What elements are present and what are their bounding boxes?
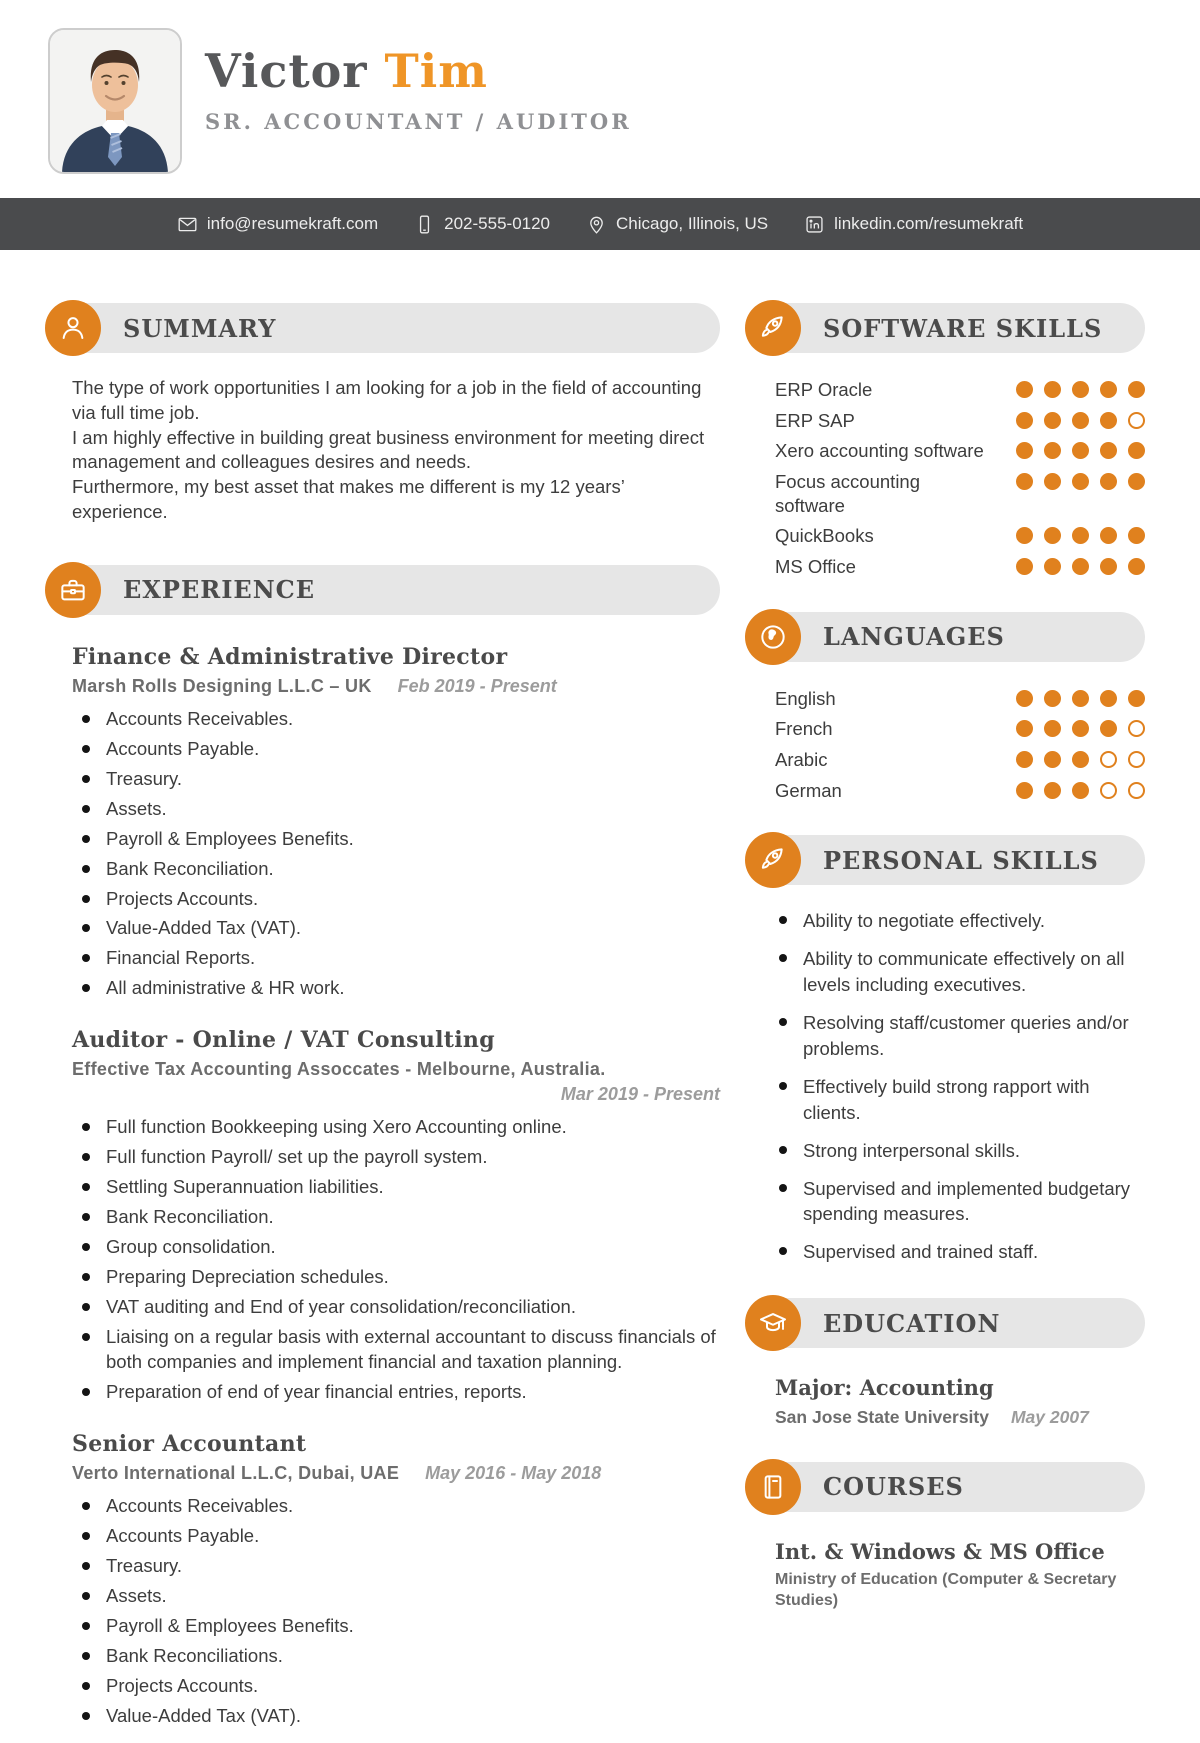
software-skills-list xyxy=(745,376,1145,579)
job-title: Auditor - Online / VAT Consulting xyxy=(72,1027,495,1054)
experience-pill xyxy=(57,565,720,615)
rating-dot-filled xyxy=(1044,690,1061,707)
job-bullet: Assets. xyxy=(80,1584,720,1609)
skill-name: MS Office xyxy=(775,556,856,578)
job-bullet: Value-Added Tax (VAT). xyxy=(80,1704,720,1729)
job-company: Verto International L.L.C, Dubai, UAE xyxy=(72,1463,400,1484)
skill-rating xyxy=(1016,527,1145,544)
software-skills-section-header xyxy=(745,300,1145,356)
profile-photo xyxy=(48,28,182,174)
skill-row xyxy=(775,470,1145,517)
rating-dot-filled xyxy=(1016,690,1033,707)
experience-heading: EXPERIENCE xyxy=(123,575,316,605)
job-bullet-list xyxy=(72,707,720,1002)
contact-phone[interactable] xyxy=(414,214,550,235)
right-column xyxy=(745,300,1145,1743)
rating-dot-filled xyxy=(1128,381,1145,398)
personal-skill-bullet: Strong interpersonal skills. xyxy=(777,1138,1145,1164)
personal-skill-bullet: Supervised and trained staff. xyxy=(777,1239,1145,1265)
job-dates: Mar 2019 - Present xyxy=(560,1084,720,1105)
rating-dot-filled xyxy=(1016,442,1033,459)
language-name: English xyxy=(775,687,836,709)
skill-name: ERP Oracle xyxy=(775,379,873,400)
job-bullet: Preparation of end of year financial entries, reports. xyxy=(80,1380,720,1405)
education-dates: May 2007 xyxy=(1010,1407,1089,1428)
job-title: Senior Accountant xyxy=(72,1431,307,1458)
language-name: German xyxy=(775,779,842,801)
left-column xyxy=(45,300,720,1743)
rating-dot-filled xyxy=(1044,782,1061,799)
personal-skills-section-header xyxy=(745,832,1145,888)
contact-location-text: Chicago, Illinois, US xyxy=(616,214,769,233)
education-school: San Jose State University xyxy=(775,1407,989,1428)
experience-section-header xyxy=(45,562,720,618)
job-meta xyxy=(72,1059,720,1105)
language-rating xyxy=(1016,751,1145,768)
globe-icon xyxy=(745,609,801,665)
job-bullet: VAT auditing and End of year consolidation/reconciliation. xyxy=(80,1295,720,1320)
linkedin-icon xyxy=(804,214,825,235)
rating-dot-filled xyxy=(1100,381,1117,398)
contact-email[interactable] xyxy=(177,214,378,235)
job-bullet: Full function Payroll/ set up the payroll system. xyxy=(80,1145,720,1170)
job-bullet: Preparing Depreciation schedules. xyxy=(80,1265,720,1290)
course-entry xyxy=(745,1539,1145,1612)
job-bullet: Value-Added Tax (VAT). xyxy=(80,916,720,941)
job-bullet: Accounts Receivables. xyxy=(80,707,720,732)
job-bullet: Financial Reports. xyxy=(80,946,720,971)
rating-dot-filled xyxy=(1016,412,1033,429)
rating-dot-filled xyxy=(1044,720,1061,737)
job-bullet: Projects Accounts. xyxy=(80,887,720,912)
personal-skill-bullet: Ability to negotiate effectively. xyxy=(777,908,1145,934)
software-skills-pill xyxy=(757,303,1145,353)
personal-skill-bullet: Effectively build strong rapport with clients. xyxy=(777,1074,1145,1126)
languages-heading: LANGUAGES xyxy=(823,622,1005,652)
job-bullet: Full function Bookkeeping using Xero Accounting online. xyxy=(80,1115,720,1140)
job-company: Marsh Rolls Designing L.L.C – UK xyxy=(72,675,372,696)
rating-dot-filled xyxy=(1016,720,1033,737)
rating-dot-empty xyxy=(1128,782,1145,799)
personal-skill-bullet: Supervised and implemented budgetary spending measures. xyxy=(777,1176,1145,1228)
skill-rating xyxy=(1016,412,1145,429)
job-bullet: Payroll & Employees Benefits. xyxy=(80,827,720,852)
software-skills-heading: SOFTWARE SKILLS xyxy=(823,313,1103,343)
skill-rating xyxy=(1016,558,1145,575)
job-dates: Feb 2019 - Present xyxy=(397,675,557,696)
last-name: Tim xyxy=(384,44,488,98)
job-bullet: Bank Reconciliation. xyxy=(80,1205,720,1230)
language-rating xyxy=(1016,720,1145,737)
rating-dot-filled xyxy=(1100,473,1117,490)
candidate-name xyxy=(205,46,632,97)
candidate-job-title: SR. ACCOUNTANT / AUDITOR xyxy=(205,108,632,134)
rating-dot-filled xyxy=(1072,690,1089,707)
rating-dot-filled xyxy=(1100,558,1117,575)
language-row xyxy=(775,779,1145,803)
language-rating xyxy=(1016,690,1145,707)
location-pin-icon xyxy=(586,214,607,235)
briefcase-icon xyxy=(45,562,101,618)
name-block xyxy=(205,46,632,134)
rating-dot-filled xyxy=(1072,412,1089,429)
job-bullet: Liaising on a regular basis with external accountant to discuss financials of both companies and implement financial and taxation planning. xyxy=(80,1325,720,1375)
header xyxy=(0,0,1200,198)
job-bullet: Settling Superannuation liabilities. xyxy=(80,1175,720,1200)
personal-skills-heading: PERSONAL SKILLS xyxy=(823,845,1099,875)
language-name: Arabic xyxy=(775,749,828,771)
rating-dot-filled xyxy=(1072,381,1089,398)
summary-section-header xyxy=(45,300,720,356)
rating-dot-filled xyxy=(1044,527,1061,544)
summary-pill xyxy=(57,303,720,353)
rating-dot-filled xyxy=(1044,412,1061,429)
languages-list xyxy=(745,685,1145,803)
rating-dot-empty xyxy=(1100,782,1117,799)
phone-icon xyxy=(414,214,435,235)
job-bullet: Accounts Receivables. xyxy=(80,1494,720,1519)
profile-photo-image xyxy=(50,30,180,172)
rating-dot-filled xyxy=(1100,412,1117,429)
rating-dot-filled xyxy=(1072,558,1089,575)
education-entry xyxy=(745,1375,1145,1429)
rating-dot-filled xyxy=(1016,473,1033,490)
job-meta xyxy=(72,676,720,697)
course-provider: Ministry of Education (Computer & Secretary Studies) xyxy=(775,1570,1117,1609)
language-rating xyxy=(1016,782,1145,799)
rating-dot-filled xyxy=(1044,558,1061,575)
personal-skills-pill xyxy=(757,835,1145,885)
rating-dot-filled xyxy=(1072,782,1089,799)
contact-phone-text: 202-555-0120 xyxy=(444,214,551,233)
course-title: Int. & Windows & MS Office xyxy=(775,1538,1105,1564)
job-meta xyxy=(72,1463,720,1484)
skill-rating xyxy=(1016,381,1145,398)
education-degree: Major: Accounting xyxy=(775,1375,994,1401)
personal-skill-bullet: Resolving staff/customer queries and/or problems. xyxy=(777,1010,1145,1062)
summary-heading: SUMMARY xyxy=(123,313,277,343)
job-entry xyxy=(45,1431,720,1729)
skill-rating xyxy=(1016,442,1145,459)
education-meta xyxy=(775,1406,1145,1429)
personal-skills-list xyxy=(745,908,1145,1265)
contact-linkedin-text: linkedin.com/resumekraft xyxy=(834,214,1024,233)
rating-dot-filled xyxy=(1072,473,1089,490)
rating-dot-filled xyxy=(1044,473,1061,490)
rating-dot-filled xyxy=(1128,527,1145,544)
job-bullet: Bank Reconciliation. xyxy=(80,857,720,882)
contact-linkedin[interactable] xyxy=(804,214,1023,235)
job-title: Finance & Administrative Director xyxy=(72,643,508,670)
skill-name: QuickBooks xyxy=(775,525,874,547)
courses-section-header xyxy=(745,1459,1145,1515)
education-heading: EDUCATION xyxy=(823,1308,1001,1338)
person-icon xyxy=(45,300,101,356)
language-name: French xyxy=(775,718,833,740)
rating-dot-filled xyxy=(1128,690,1145,707)
job-bullet: Payroll & Employees Benefits. xyxy=(80,1614,720,1639)
rating-dot-filled xyxy=(1044,442,1061,459)
rating-dot-filled xyxy=(1072,720,1089,737)
body-columns xyxy=(0,250,1200,1743)
job-bullet: All administrative & HR work. xyxy=(80,976,720,1001)
skill-row xyxy=(775,555,1145,579)
skill-row xyxy=(775,409,1145,433)
skill-name: Focus accounting software xyxy=(775,471,921,516)
rating-dot-empty xyxy=(1128,412,1145,429)
courses-heading: COURSES xyxy=(823,1472,964,1502)
job-entry xyxy=(45,1027,720,1405)
rating-dot-filled xyxy=(1100,442,1117,459)
rocket-icon xyxy=(745,300,801,356)
language-row xyxy=(775,717,1145,741)
skill-name: ERP SAP xyxy=(775,409,855,431)
rating-dot-empty xyxy=(1100,751,1117,768)
rating-dot-filled xyxy=(1044,751,1061,768)
job-bullet: Treasury. xyxy=(80,767,720,792)
summary-text xyxy=(45,376,720,525)
skill-row xyxy=(775,439,1145,463)
rating-dot-filled xyxy=(1100,690,1117,707)
rating-dot-filled xyxy=(1072,527,1089,544)
job-entry xyxy=(45,644,720,1002)
education-pill xyxy=(757,1298,1145,1348)
skill-name: Xero accounting software xyxy=(775,440,984,462)
rating-dot-filled xyxy=(1128,558,1145,575)
job-bullet-list xyxy=(72,1115,720,1405)
skill-row xyxy=(775,524,1145,548)
job-bullet: Assets. xyxy=(80,797,720,822)
summary-line: I am highly effective in building great business environment for meeting direct management and colleagues desires and needs. xyxy=(72,426,705,473)
languages-pill xyxy=(757,612,1145,662)
job-bullet: Bank Reconciliations. xyxy=(80,1644,720,1669)
rating-dot-filled xyxy=(1100,527,1117,544)
language-row xyxy=(775,748,1145,772)
skill-row xyxy=(775,378,1145,402)
job-bullet: Treasury. xyxy=(80,1554,720,1579)
job-dates: May 2016 - May 2018 xyxy=(425,1463,602,1484)
skill-rating xyxy=(1016,473,1145,490)
rating-dot-filled xyxy=(1044,381,1061,398)
job-company: Effective Tax Accounting Assoccates - Melbourne, Australia. xyxy=(72,1059,606,1080)
job-bullet: Group consolidation. xyxy=(80,1235,720,1260)
education-section-header xyxy=(745,1295,1145,1351)
job-bullet: Accounts Payable. xyxy=(80,1524,720,1549)
rating-dot-filled xyxy=(1016,558,1033,575)
languages-section-header xyxy=(745,609,1145,665)
rocket-icon xyxy=(745,832,801,888)
rating-dot-filled xyxy=(1100,720,1117,737)
summary-line: Furthermore, my best asset that makes me different is my 12 years’ experience. xyxy=(72,476,625,522)
contact-email-text: info@resumekraft.com xyxy=(206,214,379,233)
rating-dot-empty xyxy=(1128,720,1145,737)
language-row xyxy=(775,687,1145,711)
rating-dot-filled xyxy=(1128,442,1145,459)
job-bullet: Projects Accounts. xyxy=(80,1674,720,1699)
rating-dot-filled xyxy=(1016,751,1033,768)
experience-jobs xyxy=(45,644,720,1729)
rating-dot-empty xyxy=(1128,751,1145,768)
contact-location[interactable] xyxy=(586,214,768,235)
courses-pill xyxy=(757,1462,1145,1512)
email-icon xyxy=(177,214,198,235)
job-bullet: Accounts Payable. xyxy=(80,737,720,762)
book-icon xyxy=(745,1459,801,1515)
summary-line: The type of work opportunities I am looking for a job in the field of accounting via full time job. xyxy=(72,377,702,423)
rating-dot-filled xyxy=(1072,442,1089,459)
rating-dot-filled xyxy=(1016,381,1033,398)
rating-dot-filled xyxy=(1016,782,1033,799)
rating-dot-filled xyxy=(1016,527,1033,544)
graduation-cap-icon xyxy=(745,1295,801,1351)
contact-bar xyxy=(0,198,1200,250)
rating-dot-filled xyxy=(1128,473,1145,490)
personal-skill-bullet: Ability to communicate effectively on all levels including executives. xyxy=(777,946,1145,998)
job-bullet-list xyxy=(72,1494,720,1729)
first-name: Victor xyxy=(205,44,368,98)
rating-dot-filled xyxy=(1072,751,1089,768)
